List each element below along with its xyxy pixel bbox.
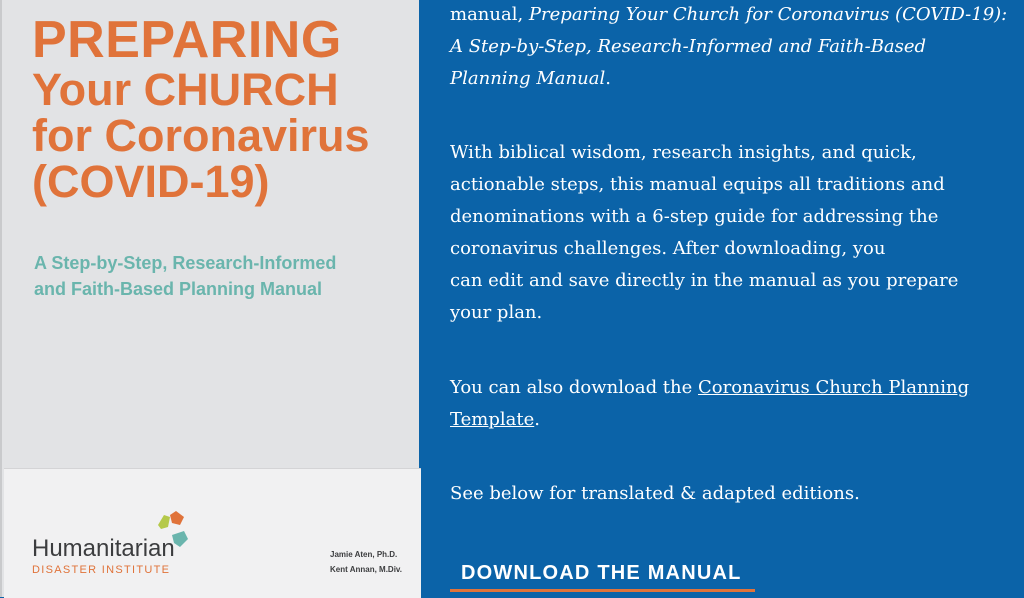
summary-text: With biblical wisdom, research insights, and quick, actionable steps, this manual equips all traditions and denominations with a 6-step guide for addressing the coronavirus challenges. After downloading, you	[450, 142, 945, 259]
cover-title	[32, 11, 370, 207]
manual-summary-paragraph	[450, 137, 995, 329]
cover-title-line: for Coronavirus	[32, 109, 370, 161]
cover-footer	[4, 468, 421, 598]
manual-cover-image	[0, 0, 419, 597]
author-name: Kent Annan, M.Div.	[330, 565, 402, 575]
cover-title-line: (COVID-19)	[32, 155, 270, 207]
manual-intro-paragraph	[450, 0, 1010, 95]
author-name: Jamie Aten, Ph.D.	[330, 550, 398, 559]
logo-subtitle: DISASTER INSTITUTE	[32, 564, 171, 576]
intro-prefix: manual,	[450, 4, 529, 25]
manual-title-italic: Preparing Your Church for Coronavirus (COVID-19): A Step-by-Step, Research-Informed and Faith-Based Planning Manual	[450, 4, 1008, 89]
translations-note: See below for translated & adapted editions.	[450, 483, 860, 504]
cover-subtitle-line: A Step-by-Step, Research-Informed	[34, 253, 337, 273]
intro-suffix: .	[605, 68, 611, 89]
cover-subtitle-line: and Faith-Based Planning Manual	[34, 279, 323, 300]
template-prefix: You can also download the	[450, 377, 699, 398]
cover-subtitle	[34, 250, 394, 302]
cover-title-line: Your CHURCH	[32, 64, 339, 116]
template-suffix: .	[534, 409, 540, 430]
download-manual-button[interactable]: DOWNLOAD THE MANUAL	[450, 558, 755, 592]
planning-template-link[interactable]: Coronavirus Church Planning Template	[450, 377, 970, 430]
cover-authors	[330, 547, 402, 577]
template-paragraph	[450, 372, 1010, 436]
cover-title-line: PREPARING	[32, 11, 342, 69]
logo-name: Humanitarian	[32, 535, 175, 562]
summary-text-continued: can edit and save directly in the manual as you prepare your plan.	[450, 270, 959, 323]
